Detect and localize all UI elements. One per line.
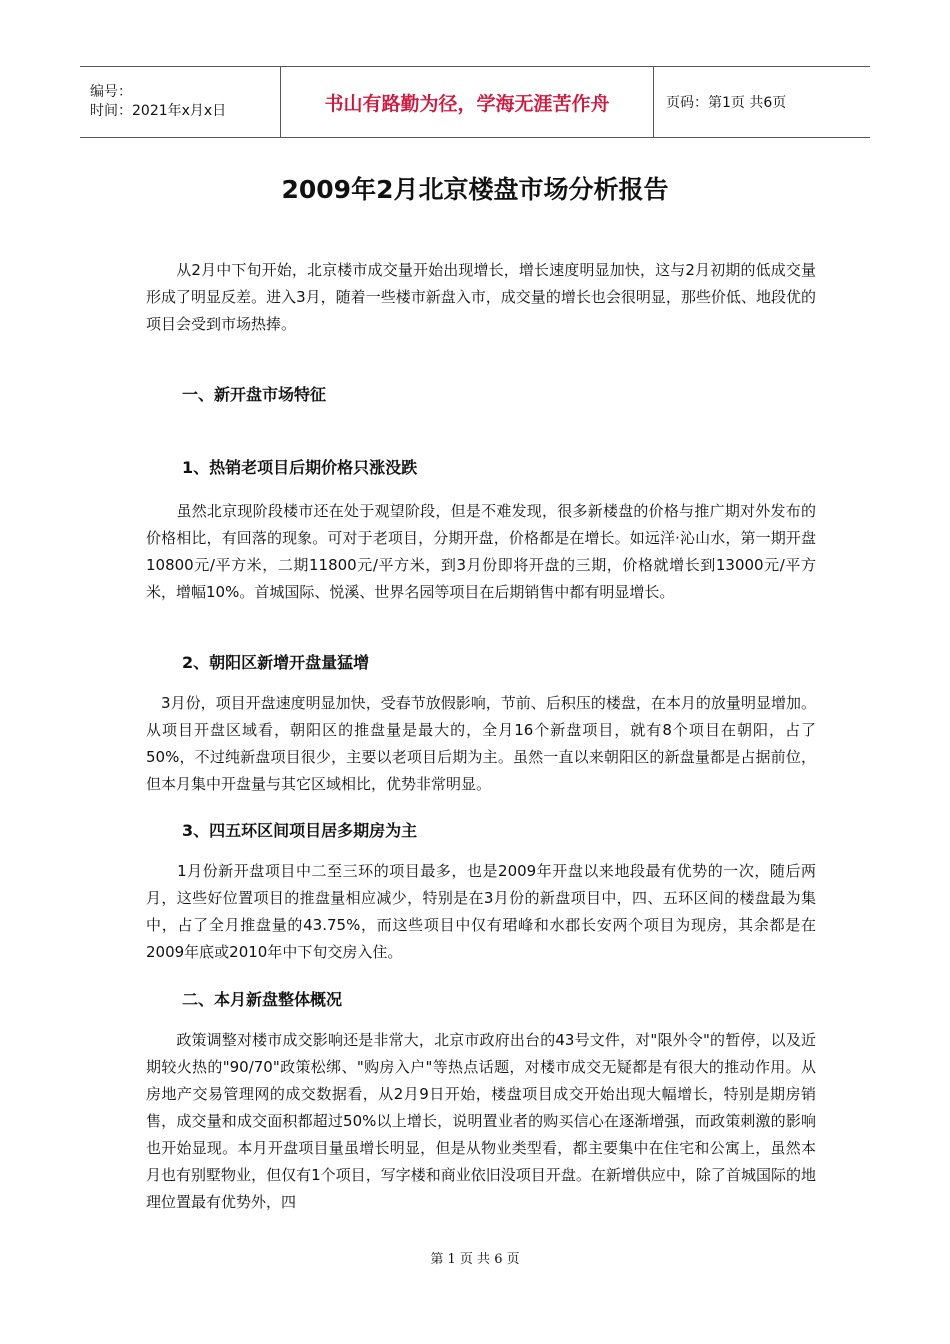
header-page-info [654, 67, 870, 137]
section-heading-2: 二、本月新盘整体概况 [182, 990, 343, 1009]
document-date: 时间：2021年x月x日 [90, 103, 227, 119]
page-header [80, 66, 870, 138]
intro-paragraph: 从2月中下旬开始，北京楼市成交量开始出现增长，增长速度明显加快，这与2月初期的低成交量形成了明显反差。进入3月，随着一些楼市新盘入市，成交量的增长也会很明显，那些价低、地段优的项目会受到市场热捧。 [146, 261, 816, 333]
document-title: 2009年2月北京楼盘市场分析报告 [281, 175, 669, 204]
section-heading-1: 一、新开盘市场特征 [182, 385, 327, 404]
header-motto [280, 67, 654, 137]
subsection-heading-2: 2、朝阳区新增开盘量猛增 [182, 653, 370, 672]
section-body-2: 政策调整对楼市成交影响还是非常大，北京市政府出台的43号文件，对"限外令"的暂停，以及近期较火热的"90/70"政策松绑、"购房入户"等热点话题，对楼市成交无疑都是有很大的推动作用。从房地产交易管理网的成交数据看，从2月9日开始，楼盘项目成交开始出现大幅增长，特别是期房销售，成交量和成交面积都超过50%以上增长，说明置业者的购买信心在逐渐增强，而政策刺激的影响也开始显现。本月开盘项目量虽增长明显，但是从物业类型看，都主要集中在住宅和公寓上，虽然本月也有别墅物业，但仅有1个项目，写字楼和商业依旧没项目开盘。在新增供应中，除了首城国际的地理位置最有优势外，四 [146, 1031, 816, 1211]
page-info-text: 页码：第1页 共6页 [666, 95, 787, 111]
header-meta [80, 67, 280, 137]
subsection-body-3: 1月份新开盘项目中二至三环的项目最多，也是2009年开盘以来地段最有优势的一次，随后两月，这些好位置项目的推盘量相应减少，特别是在3月份的新盘项目中，四、五环区间的楼盘最为集中，占了全月推盘量的43.75%，而这些项目中仅有珺峰和水郡长安两个项目为现房，其余都是在2009年底或2010年中下旬交房入住。 [146, 862, 816, 961]
subsection-heading-3: 3、四五环区间项目居多期房为主 [182, 821, 418, 840]
document-number-label: 编号： [90, 84, 132, 100]
subsection-body-1: 虽然北京现阶段楼市还在处于观望阶段，但是不难发现，很多新楼盘的价格与推广期对外发布的价格相比，有回落的现象。可对于老项目，分期开盘，价格都是在增长。如远洋·沁山水，第一期开盘10800元/平方米，二期11800元/平方米，到3月份即将开盘的三期，价格就增长到13000元/平方米，增幅10%。首城国际、悦溪、世界名园等项目在后期销售中都有明显增长。 [146, 502, 816, 601]
subsection-body-2: 3月份，项目开盘速度明显加快，受春节放假影响，节前、后积压的楼盘，在本月的放量明显增加。从项目开盘区域看，朝阳区的推盘量是最大的，全月16个新盘项目，就有8个项目在朝阳，占了50%，不过纯新盘项目很少，主要以老项目后期为主。虽然一直以来朝阳区的新盘量都是占据前位，但本月集中开盘量与其它区域相比，优势非常明显。 [146, 694, 816, 793]
subsection-heading-1: 1、热销老项目后期价格只涨没跌 [182, 458, 418, 477]
page-footer: 第 1 页 共 6 页 [430, 1252, 520, 1267]
motto-text: 书山有路勤为径，学海无涯苦作舟 [324, 92, 610, 115]
